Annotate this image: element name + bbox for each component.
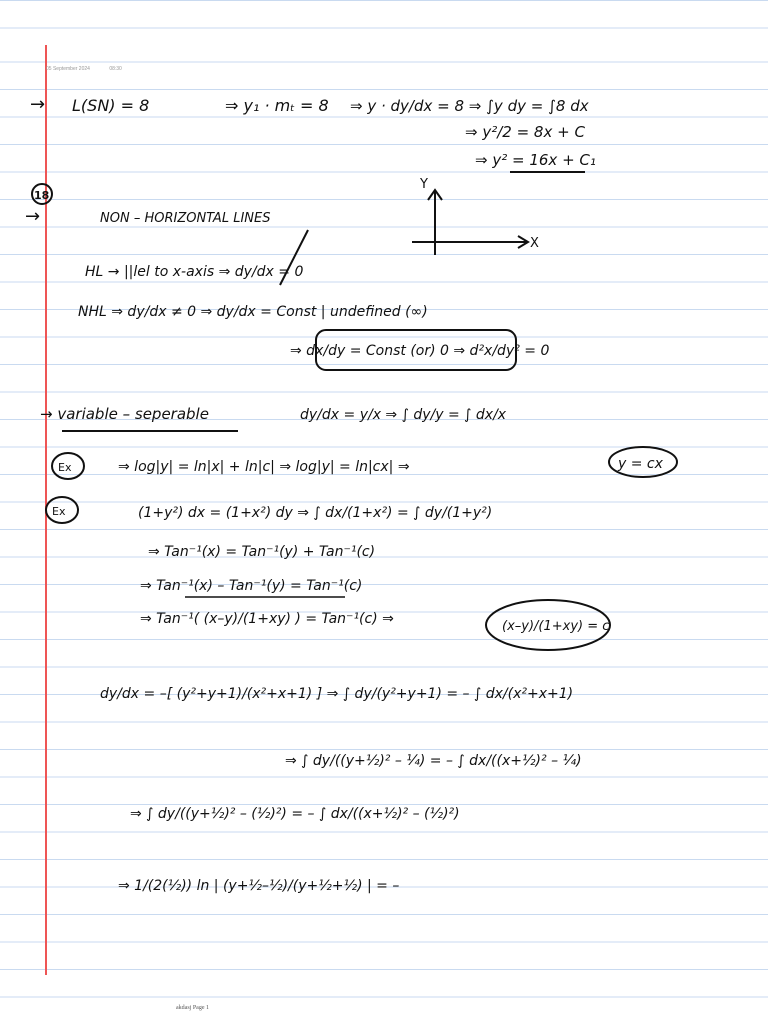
note-line1-a: L(SN) = 8 — [72, 96, 150, 115]
x-axis-label: X — [530, 236, 539, 251]
ex3-line2: ⇒ ∫ dy/((y+½)² – ¼) = – ∫ dx/((x+½)² – ¼) — [285, 753, 582, 769]
ex2-line1: (1+y²) dx = (1+x²) dy ⇒ ∫ dx/(1+x²) = ∫ dy/(1+y²) — [138, 505, 493, 521]
ex2-line4: ⇒ Tan⁻¹( (x–y)/(1+xy) ) = Tan⁻¹(c) ⇒ — [140, 611, 394, 627]
heading-non-horizontal: NON – HORIZONTAL LINES — [100, 211, 271, 226]
note-line2: ⇒ y²/2 = 8x + C — [465, 123, 585, 141]
page-footer: akdasj Page 1 — [176, 1005, 209, 1011]
example-tag: Ex — [52, 505, 66, 518]
ex3-line3: ⇒ ∫ dy/((y+½)² – (½)²) = – ∫ dx/((x+½)² – (½)²) — [130, 806, 460, 822]
header-time: 08:30 — [109, 66, 122, 72]
ex3-line4: ⇒ 1/(2(½)) ln | (y+½–½)/(y+½+½) | = – — [118, 878, 400, 894]
arrow-marker: → — [30, 94, 46, 115]
ex3-line1: dy/dx = –[ (y²+y+1)/(x²+x+1) ] ⇒ ∫ dy/(y²+y+1) = – ∫ dx/(x²+x+1) — [100, 686, 574, 702]
nhl-line2: ⇒ dx/dy = Const (or) 0 ⇒ d²x/dy² = 0 — [290, 343, 550, 359]
note-line3: ⇒ y² = 16x + C₁ — [475, 151, 596, 169]
ex2-line2: ⇒ Tan⁻¹(x) = Tan⁻¹(y) + Tan⁻¹(c) — [148, 544, 376, 560]
example-tag: Ex — [58, 461, 72, 474]
var-sep-equation: dy/dx = y/x ⇒ ∫ dy/y = ∫ dx/x — [300, 407, 507, 423]
header-date: 05 September 2024 — [46, 66, 90, 72]
y-axis-label: Y — [420, 177, 428, 192]
ex1-line: ⇒ log|y| = ln|x| + ln|c| ⇒ log|y| = ln|cx| ⇒ — [118, 459, 410, 475]
ex2-line3: ⇒ Tan⁻¹(x) – Tan⁻¹(y) = Tan⁻¹(c) — [140, 578, 363, 594]
nhl-line: NHL ⇒ dy/dx ≠ 0 ⇒ dy/dx = Const | undefined (∞) — [78, 304, 428, 320]
ex2-answer: (x–y)/(1+xy) = c — [502, 619, 610, 634]
hl-line: HL → ||lel to x-axis ⇒ dy/dx = 0 — [85, 264, 304, 280]
variable-separable: → variable – seperable — [40, 405, 209, 423]
note-line1-b: ⇒ y₁ · mₜ = 8 — [225, 96, 329, 115]
ex1-answer: y = cx — [618, 456, 663, 472]
arrow-marker: → — [25, 206, 41, 227]
note-line1-c: ⇒ y · dy/dx = 8 ⇒ ∫y dy = ∫8 dx — [350, 97, 589, 115]
question-number: 18 — [34, 189, 50, 202]
